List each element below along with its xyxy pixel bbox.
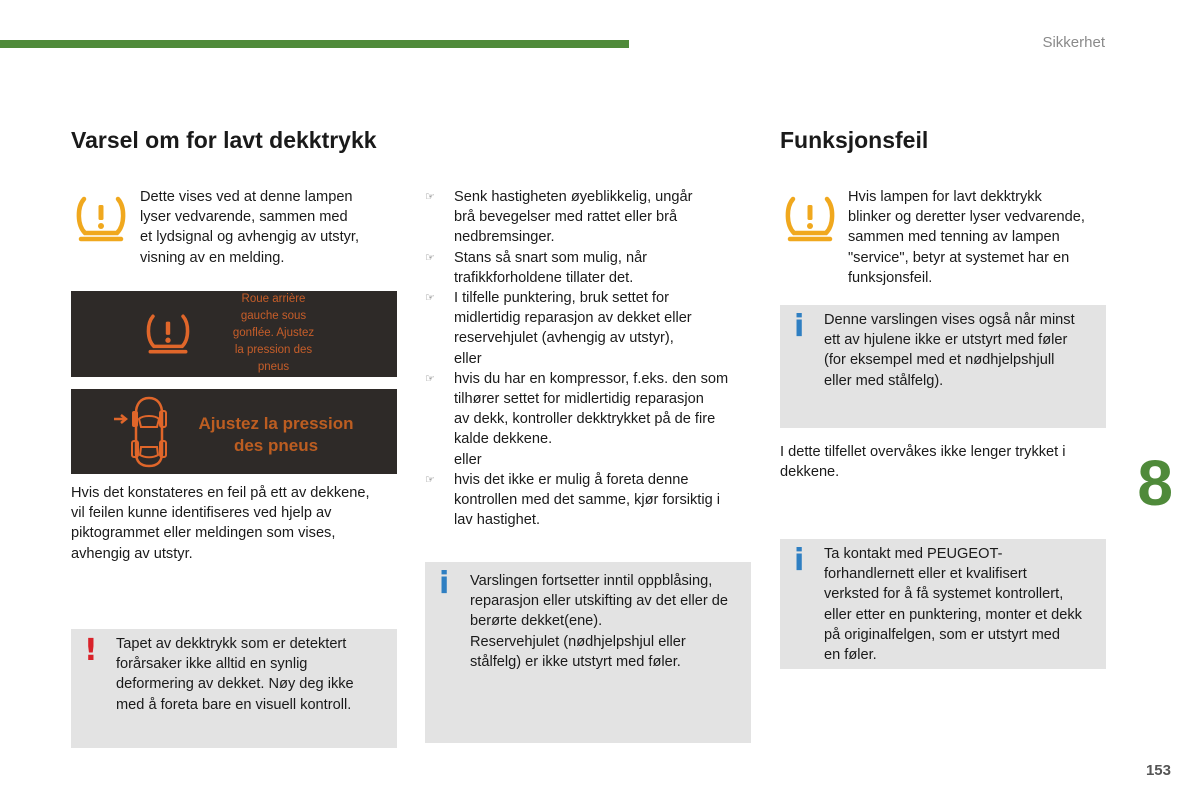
screen-pictogram-text: Ajustez la pression des pneus (198, 414, 354, 455)
middle-info-text: Varslingen fortsetter inntil oppblåsing, reparasjon eller utskifting av det eller de berørte dekket(ene). Reservehjulet (nødhjelpshjul eller stålfelg) er ikke utstyrt med føler. (470, 573, 728, 670)
right-warning-text: Hvis lampen for lavt dekktrykk blinker og deretter lyser vedvarende, sammen med tenning av lampen "service", betyr at systemet har en funksjonsfeil. (848, 189, 1085, 286)
screen-message-text: Roue arrière gauche sous gonflée. Ajustez la pression des pneus (232, 293, 315, 373)
chapter-number: 8 (1137, 447, 1173, 519)
bullet-marker-icon: ☞ (425, 473, 435, 486)
bullet-marker-icon: ☞ (425, 292, 435, 305)
section-title: Sikkerhet (1042, 34, 1105, 51)
header-accent-bar (0, 40, 629, 48)
right-info-box-1 (780, 305, 1106, 428)
left-warning-text: Dette vises ved at denne lampen lyser vedvarende, sammen med et lydsignal og avhengig av utstyr, visning av en melding. (140, 189, 360, 266)
alert-icon: ! (84, 633, 98, 668)
right-info-text-1: Denne varslingen vises også når minst ett av hjulene ikke er utstyrt med føler (for eksempel med et nødhjelpshjull eller med stålfelg). (824, 312, 1075, 389)
right-monitor-text: I dette tilfellet overvåkes ikke lenger trykket i dekkene. (780, 444, 1066, 481)
page-number: 153 (1145, 762, 1171, 779)
info-icon: i (794, 543, 805, 578)
display-screen-message (71, 291, 397, 377)
info-icon: i (439, 566, 450, 601)
list-item: ☞ hvis du har en kompressor, f.eks. den som tilhører settet for midlertidig reparasjon av dekk, kontroller dekktrykket på de fire kalde dekkene. eller (425, 370, 729, 468)
action-list (425, 187, 755, 530)
bullet-marker-icon: ☞ (425, 372, 435, 385)
left-fault-text: Hvis det konstateres en feil på ett av dekkene, vil feilen kunne identifiseres ved hjelp av piktogrammet eller meldingen som vises, avhengig av utstyr. (71, 485, 370, 562)
right-info-box-2 (780, 539, 1106, 669)
right-heading: Funksjonsfeil (780, 127, 929, 153)
list-item: ☞ Stans så snart som mulig, når trafikkforholdene tillater det. (425, 249, 648, 286)
left-heading: Varsel om for lavt dekktrykk (71, 127, 377, 153)
car-top-view-icon (111, 395, 169, 469)
alert-box (71, 629, 397, 748)
list-item: ☞ Senk hastigheten øyeblikkelig, ungår brå bevegelser med rattet eller brå nedbremsinger. (425, 189, 693, 246)
display-screen-pictogram (71, 389, 397, 474)
list-item: ☞ I tilfelle punktering, bruk settet for midlertidig reparasjon av dekket eller reservehjulet (avhengig av utstyr), eller (425, 290, 692, 367)
bullet-marker-icon: ☞ (425, 251, 435, 264)
info-icon: i (794, 309, 805, 344)
alert-text: Tapet av dekktrykk som er detektert forårsaker ikke alltid en synlig deformering av dekket. Nøy deg ikke med å foreta bare en visuell kontroll. (116, 636, 354, 713)
tire-pressure-warning-icon (784, 195, 836, 243)
screen-tire-warning-icon (145, 311, 191, 357)
bullet-marker-icon: ☞ (425, 191, 435, 203)
list-item: ☞ hvis det ikke er mulig å foreta denne kontrollen med det samme, kjør forsiktig i lav hastighet. (425, 471, 721, 529)
middle-info-box (425, 562, 751, 743)
tire-pressure-warning-icon (75, 195, 127, 243)
right-info-text-2: Ta kontakt med PEUGEOT- forhandlernett eller et kvalifisert verksted for å få systemet kontrollert, eller etter en punktering, monter et dekk på originalfelgen, som er utstyrt med en føler. (824, 546, 1082, 664)
